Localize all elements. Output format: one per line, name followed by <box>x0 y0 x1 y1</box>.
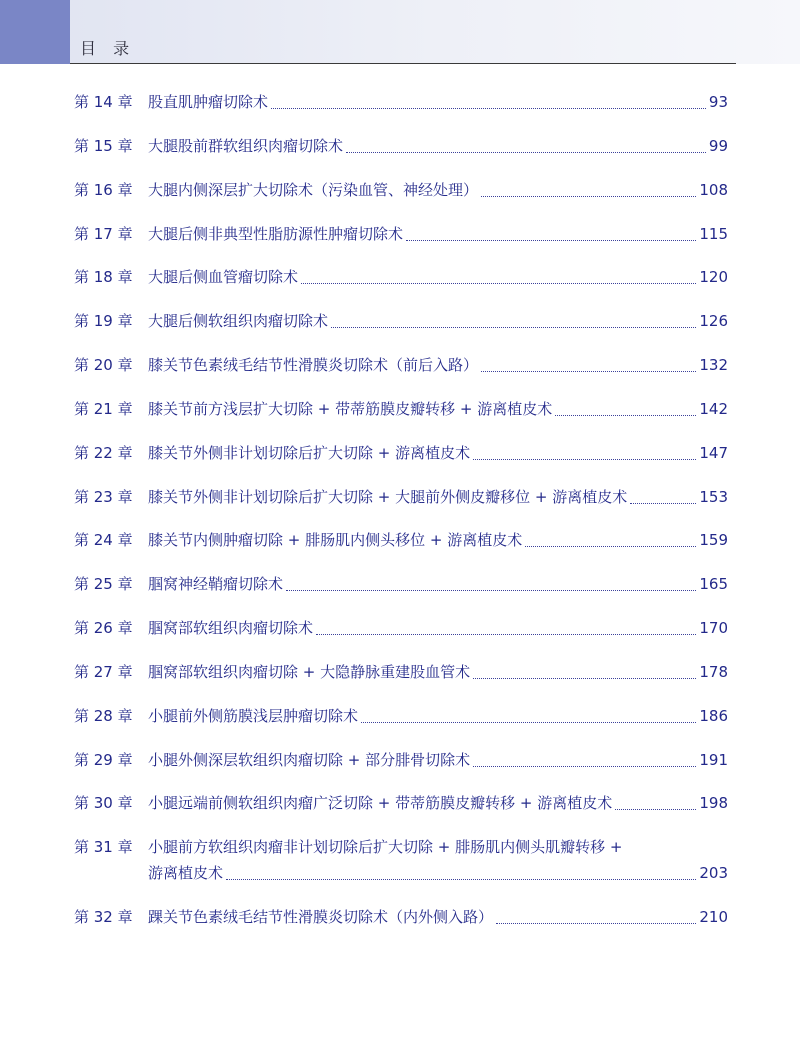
header-divider <box>70 63 736 64</box>
chapter-title: 腘窝部软组织肉瘤切除术 <box>148 619 314 637</box>
chapter-number: 第 20 章 <box>74 356 133 374</box>
chapter-title: 小腿前方软组织肉瘤非计划切除后扩大切除 + 腓肠肌内侧头肌瓣转移 + <box>148 838 623 856</box>
chapter-title: 大腿后侧软组织肉瘤切除术 <box>148 312 329 330</box>
chapter-title: 膝关节色素绒毛结节性滑膜炎切除术（前后入路） <box>148 356 479 374</box>
page-number: 142 <box>699 400 728 418</box>
page-number: 191 <box>699 751 728 769</box>
page-number: 147 <box>699 444 728 462</box>
dot-leader <box>473 678 696 679</box>
page-number: 132 <box>699 356 728 374</box>
chapter-number: 第 32 章 <box>74 908 133 926</box>
dot-leader <box>346 152 706 153</box>
dot-leader <box>496 923 696 924</box>
chapter-title: 膝关节内侧肿瘤切除 + 腓肠肌内侧头移位 + 游离植皮术 <box>148 531 523 549</box>
page-number: 108 <box>699 181 728 199</box>
chapter-number: 第 19 章 <box>74 312 133 330</box>
page-number: 99 <box>708 137 728 155</box>
page-number: 93 <box>708 93 728 111</box>
dot-leader <box>271 108 706 109</box>
dot-leader <box>406 240 696 241</box>
chapter-title: 大腿内侧深层扩大切除术（污染血管、神经处理） <box>148 181 479 199</box>
chapter-title: 大腿后侧非典型性脂肪源性肿瘤切除术 <box>148 225 404 243</box>
chapter-number: 第 16 章 <box>74 181 133 199</box>
chapter-number: 第 17 章 <box>74 225 133 243</box>
chapter-title: 膝关节外侧非计划切除后扩大切除 + 大腿前外侧皮瓣移位 + 游离植皮术 <box>148 488 628 506</box>
page-number: 153 <box>699 488 728 506</box>
chapter-title: 股直肌肿瘤切除术 <box>148 93 269 111</box>
page-number: 186 <box>699 707 728 725</box>
page-number: 159 <box>699 531 728 549</box>
chapter-number: 第 24 章 <box>74 531 133 549</box>
page-number: 126 <box>699 312 728 330</box>
dot-leader <box>226 879 696 880</box>
chapter-number: 第 18 章 <box>74 268 133 286</box>
chapter-number: 第 23 章 <box>74 488 133 506</box>
chapter-number: 第 31 章 <box>74 838 133 856</box>
dot-leader <box>630 503 696 504</box>
chapter-number: 第 29 章 <box>74 751 133 769</box>
dot-leader <box>331 327 696 328</box>
chapter-number: 第 28 章 <box>74 707 133 725</box>
page-number: 198 <box>699 794 728 812</box>
page-title: 目 录 <box>80 39 136 58</box>
chapter-title: 大腿后侧血管瘤切除术 <box>148 268 299 286</box>
chapter-number: 第 27 章 <box>74 663 133 681</box>
dot-leader <box>316 634 696 635</box>
chapter-title: 腘窝部软组织肉瘤切除 + 大隐静脉重建股血管术 <box>148 663 471 681</box>
chapter-number: 第 15 章 <box>74 137 133 155</box>
header-color-tab <box>0 0 70 64</box>
chapter-title-continued: 游离植皮术 <box>148 864 224 882</box>
chapter-number: 第 26 章 <box>74 619 133 637</box>
dot-leader <box>481 371 696 372</box>
page-number: 170 <box>699 619 728 637</box>
chapter-number: 第 25 章 <box>74 575 133 593</box>
chapter-title: 踝关节色素绒毛结节性滑膜炎切除术（内外侧入路） <box>148 908 494 926</box>
chapter-title: 膝关节外侧非计划切除后扩大切除 + 游离植皮术 <box>148 444 471 462</box>
chapter-title: 小腿远端前侧软组织肉瘤广泛切除 + 带蒂筋膜皮瓣转移 + 游离植皮术 <box>148 794 613 812</box>
chapter-title: 腘窝神经鞘瘤切除术 <box>148 575 284 593</box>
dot-leader <box>286 590 696 591</box>
chapter-number: 第 21 章 <box>74 400 133 418</box>
dot-leader <box>473 766 696 767</box>
chapter-number: 第 14 章 <box>74 93 133 111</box>
page-number: 115 <box>699 225 728 243</box>
chapter-title: 大腿股前群软组织肉瘤切除术 <box>148 137 344 155</box>
chapter-number: 第 22 章 <box>74 444 133 462</box>
dot-leader <box>615 809 696 810</box>
page-number: 203 <box>699 864 728 882</box>
page-number: 210 <box>699 908 728 926</box>
page-number: 120 <box>699 268 728 286</box>
page-number: 165 <box>699 575 728 593</box>
dot-leader <box>525 546 696 547</box>
dot-leader <box>473 459 696 460</box>
chapter-title: 小腿外侧深层软组织肉瘤切除 + 部分腓骨切除术 <box>148 751 471 769</box>
page-number: 178 <box>699 663 728 681</box>
dot-leader <box>481 196 696 197</box>
dot-leader <box>555 415 696 416</box>
chapter-title: 小腿前外侧筋膜浅层肿瘤切除术 <box>148 707 359 725</box>
chapter-number: 第 30 章 <box>74 794 133 812</box>
dot-leader <box>301 283 696 284</box>
dot-leader <box>361 722 696 723</box>
chapter-title: 膝关节前方浅层扩大切除 + 带蒂筋膜皮瓣转移 + 游离植皮术 <box>148 400 553 418</box>
